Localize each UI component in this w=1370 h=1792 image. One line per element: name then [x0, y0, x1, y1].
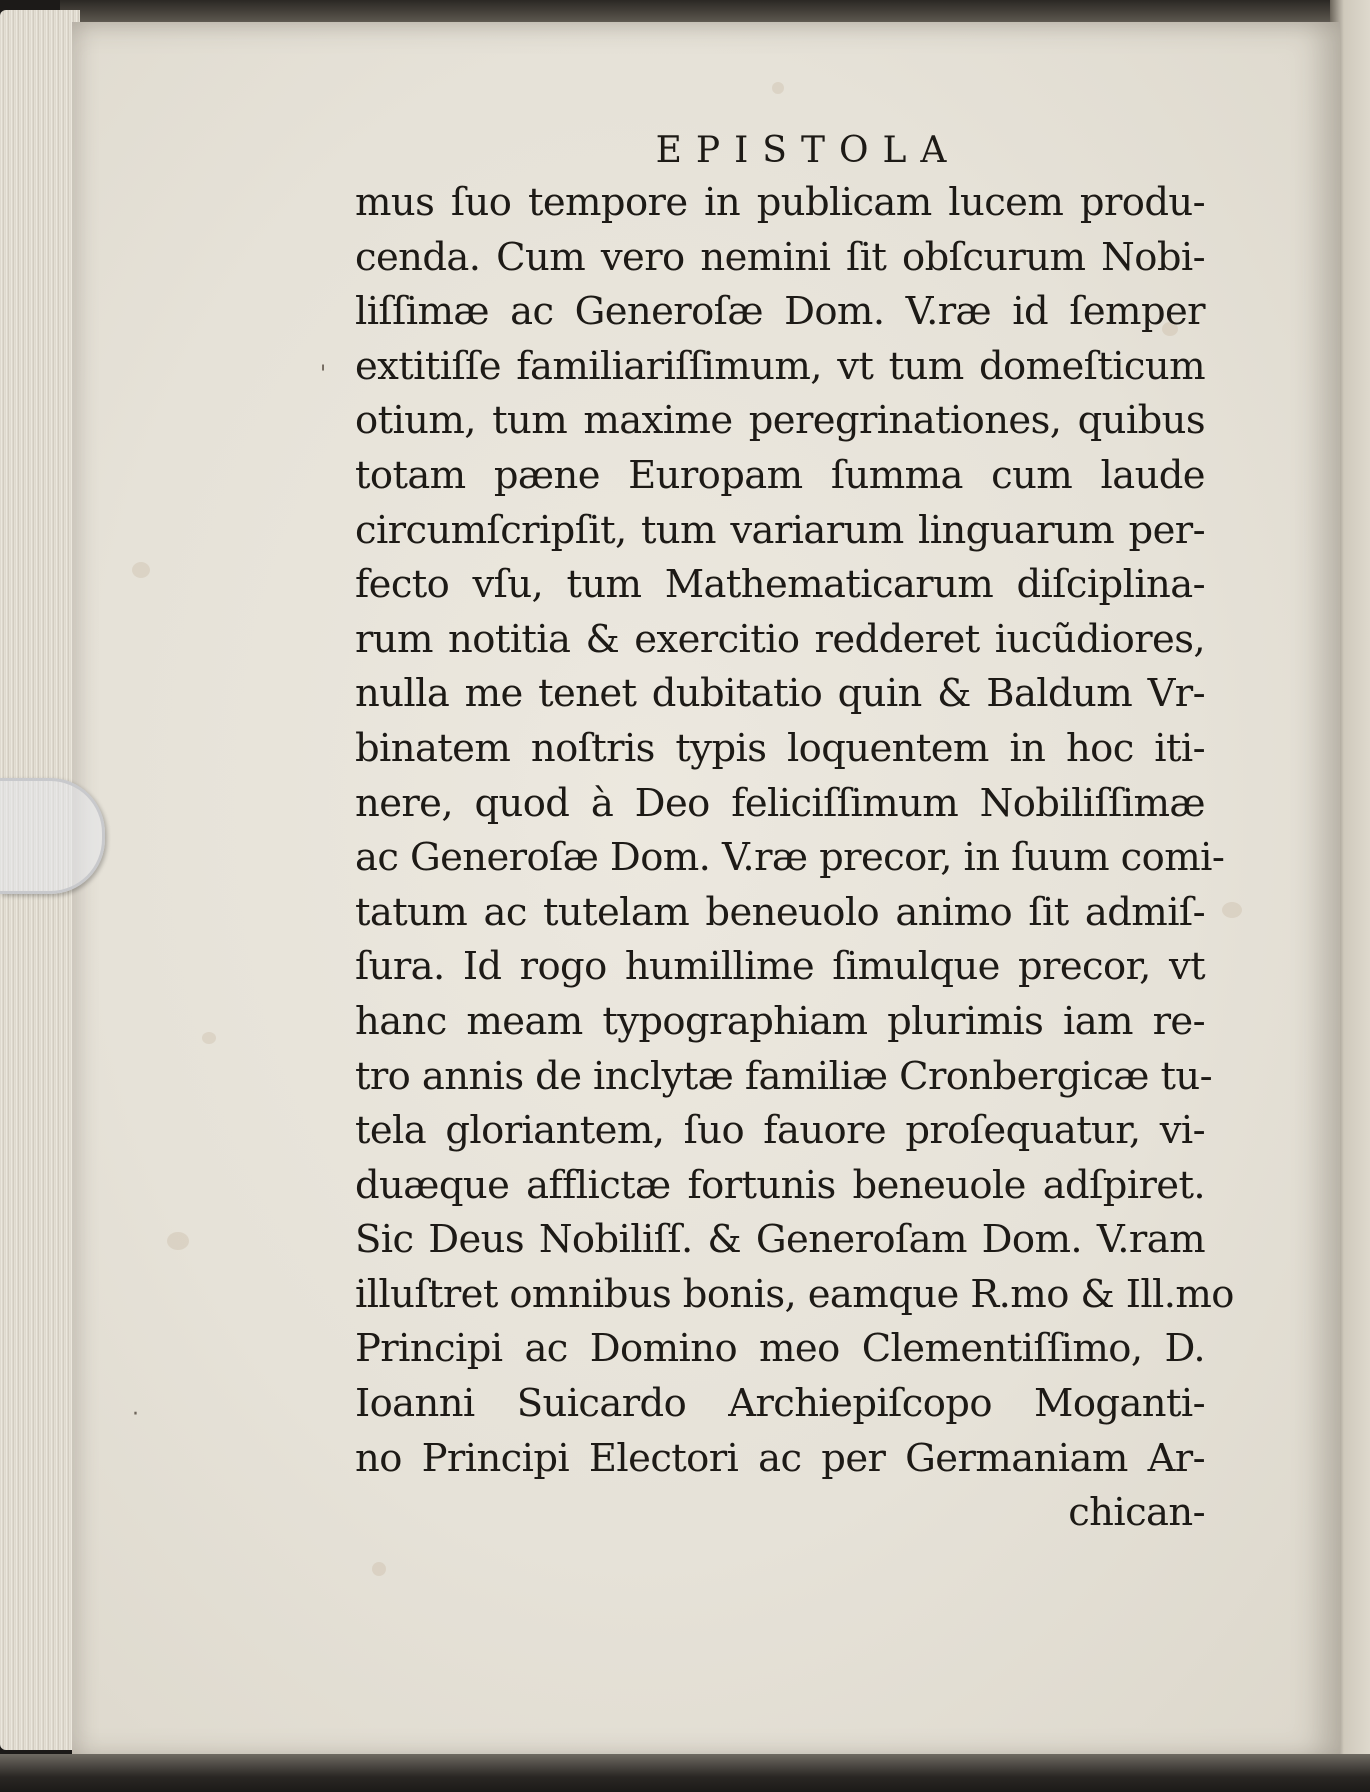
text-line: nere, quod à Deo feliciſſimum Nobiliſſimæ — [355, 780, 1205, 826]
text-line: totam pæne Europam ſumma cum laude — [355, 452, 1205, 498]
text-line: ſura. Id rogo humillime ſimulque precor, vt — [355, 944, 1205, 990]
text-line: Sic Deus Nobiliſſ. & Generoſam Dom. V.ram — [355, 1217, 1205, 1263]
text-line: otium, tum maxime peregrinationes, quibus — [355, 398, 1205, 444]
foxing-spot — [202, 1032, 216, 1044]
text-line: tela gloriantem, ſuo fauore proſequatur, vi- — [355, 1108, 1205, 1154]
text-line: no Principi Electori ac per Germaniam Ar- — [355, 1435, 1205, 1481]
text-line: Ioanni Suicardo Archiepiſcopo Moganti- — [355, 1381, 1205, 1427]
text-line: liſſimæ ac Generoſæ Dom. V.ræ id ſemper — [355, 289, 1205, 335]
foxing-spot — [1222, 902, 1242, 918]
book-bottom-edge — [0, 1754, 1370, 1792]
margin-mark: ' — [320, 362, 327, 387]
text-line: mus ſuo tempore in publicam lucem produ- — [355, 180, 1205, 225]
text-line: fecto vſu, tum Mathematicarum diſciplina- — [355, 562, 1205, 608]
text-line: circumſcripſit, tum variarum linguarum per- — [355, 507, 1205, 553]
text-line: binatem noſtris typis loquentem in hoc iti- — [355, 725, 1205, 771]
margin-mark: · — [132, 1402, 139, 1427]
epistola-text — [355, 128, 1234, 1541]
foxing-spot — [167, 1232, 189, 1250]
text-line: duæque afflictæ fortunis beneuole adſpiret. — [355, 1162, 1205, 1208]
text-line: nulla me tenet dubitatio quin & Baldum Vr- — [355, 671, 1205, 717]
text-line: hanc meam typographiam plurimis iam re- — [355, 998, 1205, 1044]
foxing-spot — [372, 1562, 386, 1576]
foxing-spot — [772, 82, 784, 94]
catchword: chican- — [1068, 1490, 1205, 1536]
text-line: tro annis de inclytæ familiæ Cronbergicæ tu- — [355, 1053, 1213, 1099]
text-line: extitiſſe familiariſſimum, vt tum domeſticum — [355, 343, 1205, 389]
page-clip — [0, 778, 105, 894]
running-head: EPISTOLA — [655, 130, 961, 171]
text-line: illuſtret omnibus bonis, eamque R.mo & Ill.mo — [355, 1271, 1234, 1317]
text-line: ac Generoſæ Dom. V.ræ precor, in ſuum comi- — [355, 835, 1225, 881]
text-line: cenda. Cum vero nemini ſit obſcurum Nobi- — [355, 234, 1205, 280]
text-line: Principi ac Domino meo Clementiſſimo, D. — [355, 1326, 1205, 1372]
foxing-spot — [132, 562, 150, 578]
text-line: tatum ac tutelam beneuolo animo ſit admiſ- — [355, 889, 1205, 935]
text-line: rum notitia & exercitio redderet iucũdiores, — [355, 616, 1205, 662]
